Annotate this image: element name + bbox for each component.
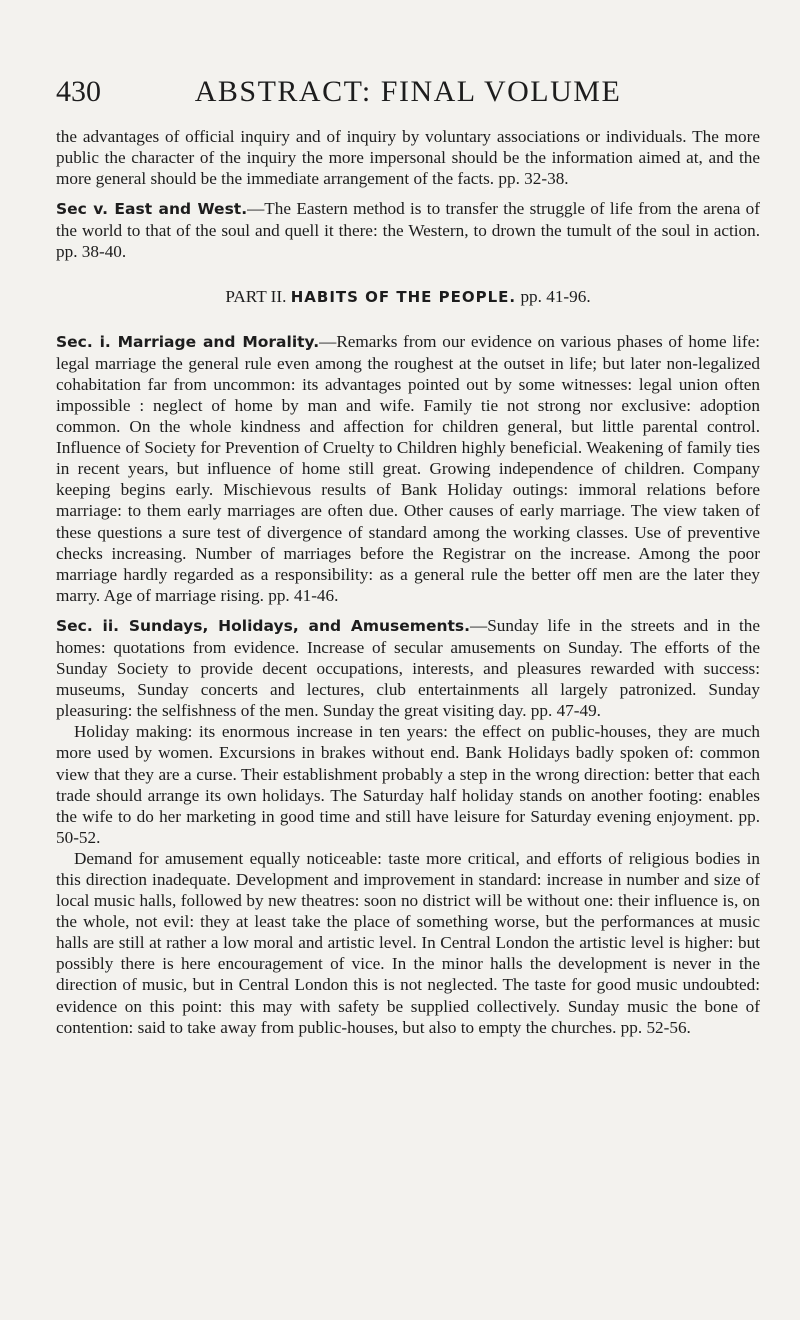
section-v-paragraph <box>56 198 760 262</box>
page-header <box>56 72 760 112</box>
running-head: ABSTRACT: FINAL VOLUME <box>194 75 622 108</box>
section-ii-heading: Sec. ii. Sundays, Holidays, and Amusements. <box>56 616 471 635</box>
part-pages: pp. 41-96. <box>520 286 591 306</box>
amusement-paragraph: Demand for amusement equally noticeable: taste more critical, and efforts of religious bodies in this direction inadequate. Development and improvement in standard: increase in number and size of local music halls, followed by new theatres: soon no district will be without one: their influence is, on the whole, not evil: they at least take the place of something worse, but the performances at music halls are still at rather a low moral and artistic level. In Central London the artistic level is higher: but possibly there is here encouragement of vice. In the minor halls the development is never in the direction of music, but in Central London this is not neglected. The taste for good music undoubted: evidence on this point: this may with safety be supplied collectively. Sunday music the bone of contention: said to take away from public-houses, but also to empty the churches. pp. 52-56. <box>56 848 760 1037</box>
part-number: PART II. <box>225 286 287 306</box>
section-i-paragraph <box>56 331 760 606</box>
opening-paragraph: the advantages of official inquiry and of inquiry by voluntary associations or individuals. The more public the character of the inquiry the more impersonal should be the information aimed at, and the more general should be the immediate arrangement of the facts. pp. 32-38. <box>56 127 760 189</box>
part-ii-heading <box>56 286 760 308</box>
body-text <box>56 126 760 1038</box>
section-i-heading: Sec. i. Marriage and Morality. <box>56 332 320 351</box>
section-ii-text: —Sunday life in the streets and in the homes: quotations from evidence. Increase of secular amusements on Sunday. The efforts of the Sunday Society to provide decent occupations, interests, and pleasures rewarded with success: museums, Sunday concerts and lectures, club entertainments all largely patronized. Sunday pleasuring: the selfishness of the men. Sunday the great visiting day. pp. 47-49. <box>56 615 760 721</box>
section-i-text: —Remarks from our evidence on various phases of home life: legal marriage the general rule even among the roughest at the outset in life; but later non-legalized cohabitation far from uncommon: its advantages pointed out by some witnesses: legal union often impossible : neglect of home by man and wife. Family tie not strong nor exclusive: adoption common. On the whole kindness and affection for children general, but little parental control. Influence of Society for Prevention of Cruelty to Children highly beneficial. Weakening of family ties in recent years, but influence of home still great. Growing independence of children. Company keeping begins early. Mischievous results of Bank Holiday outings: immoral relations before marriage: to them early marriages are often due. Other causes of early marriage. The view taken of these questions a sure test of divergence of standard among the working classes. Use of preventive checks increasing. Number of marriages before the Registrar on the increase. Among the poor marriage hardly regarded as a responsibility: as a general rule the better off men are the later they marry. Age of marriage rising. pp. 41-46. <box>56 331 760 605</box>
section-ii-paragraph <box>56 615 760 721</box>
holiday-paragraph: Holiday making: its enormous increase in ten years: the effect on public-houses, they are much more used by women. Excursions in brakes without end. Bank Holidays badly spoken of: common view that they are a curse. Their establishment probably a step in the wrong direction: better that each trade should arrange its own holidays. The Saturday half holiday stands on another footing: enables the wife to do her marketing in good time and still have leisure for Saturday evening enjoyment. pp. 50-52. <box>56 722 760 847</box>
part-title: HABITS OF THE PEOPLE. <box>290 287 517 306</box>
section-v-heading: Sec v. East and West. <box>56 200 248 219</box>
page-number: 430 <box>56 75 101 108</box>
section-v-text: —The Eastern method is to transfer the struggle of life from the arena of the world to that of the soul and quell it there: the Western, to drown the tumult of the soul in action. pp. 38-40. <box>56 199 760 262</box>
